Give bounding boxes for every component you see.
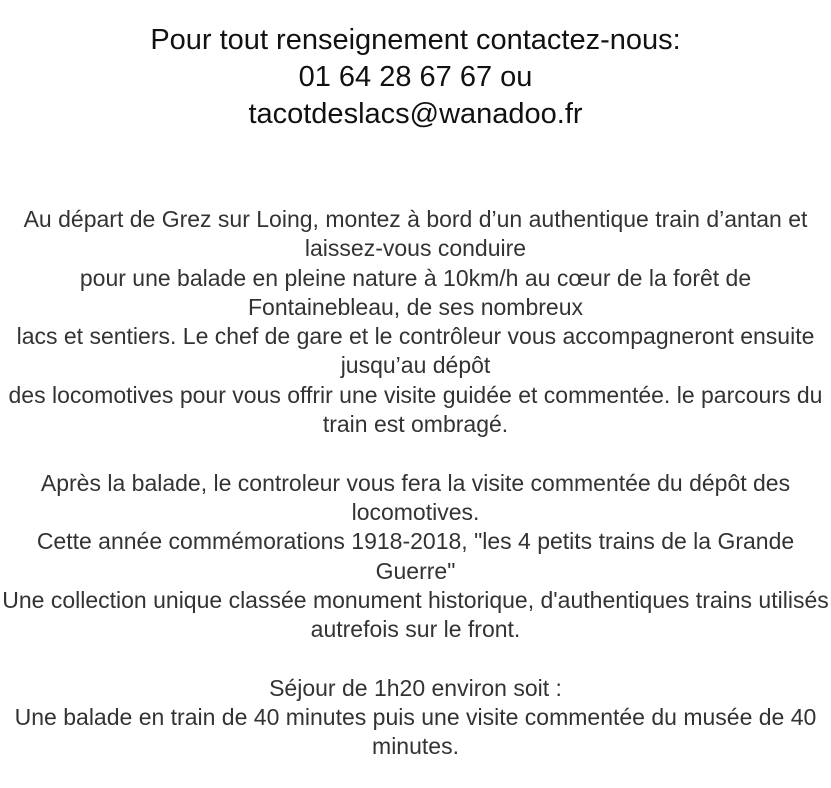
museum-paragraph-line: Après la balade, le controleur vous fera la visite commentée du dépôt des locomotives.: [40, 469, 791, 525]
intro-paragraph-line: pour une balade en pleine nature à 10km/h au cœur de la forêt de Fontainebleau, de ses nombreux: [79, 264, 752, 320]
duration-line: Séjour de 1h20 environ soit :: [269, 674, 562, 701]
contact-email: tacotdeslacs@wanadoo.fr: [248, 98, 583, 130]
intro-paragraph-line: lacs et sentiers. Le chef de gare et le contrôleur vous accompagneront ensuite jusqu’au dépôt: [16, 323, 815, 379]
contact-line: Pour tout renseignement contactez-nous:: [150, 24, 681, 56]
intro-paragraph-line: Au départ de Grez sur Loing, montez à bord d’un authentique train d’antan et laissez-vous conduire: [23, 206, 808, 262]
contact-phone: 01 64 28 67 67 ou: [298, 61, 533, 93]
description: [2, 205, 829, 762]
contact-heading: [2, 0, 829, 133]
duration-line: Une balade en train de 40 minutes puis une visite commentée du musée de 40 minutes.: [14, 704, 817, 760]
museum-paragraph-line: Cette année commémorations 1918-2018, "les 4 petits trains de la Grande Guerre": [36, 528, 795, 584]
paragraph-spacer: [2, 439, 829, 468]
museum-paragraph-line: Une collection unique classée monument historique, d'authentiques trains utilisés autrefois sur le front.: [2, 586, 829, 643]
intro-paragraph-line: des locomotives pour vous offrir une visite guidée et commentée. le parcours du train est ombragé.: [8, 381, 823, 438]
paragraph-spacer: [2, 644, 829, 673]
